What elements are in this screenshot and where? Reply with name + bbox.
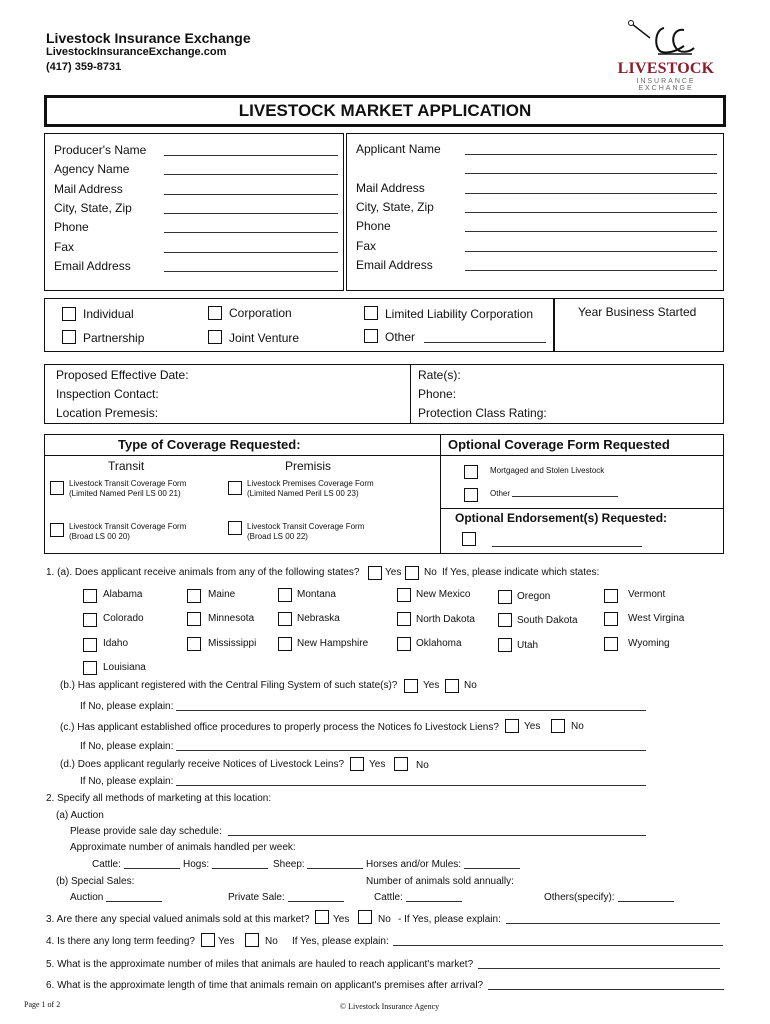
- producer-email-label: Email Address: [54, 259, 131, 273]
- optional-other-field[interactable]: [512, 496, 618, 497]
- q2-sheep-label: Sheep:: [273, 859, 305, 870]
- premises-limited-label: Livestock Premises Coverage Form: [247, 479, 374, 488]
- q2-hogs-label: Hogs:: [183, 859, 210, 870]
- premises-broad-checkbox[interactable]: [228, 521, 242, 535]
- state-montana-checkbox[interactable]: [278, 588, 292, 602]
- agency-name-label: Agency Name: [54, 162, 130, 176]
- state-new-mexico-checkbox[interactable]: [397, 588, 411, 602]
- mortgaged-label: Mortgaged and Stolen Livestock: [490, 466, 605, 475]
- q3-yes-checkbox[interactable]: [315, 910, 329, 924]
- llc-checkbox[interactable]: [364, 306, 378, 320]
- details-phone-label: Phone:: [418, 387, 457, 401]
- q1a-text: 1. (a). Does applicant receive animals from any of the following states?: [46, 567, 360, 578]
- endorsement-field[interactable]: [492, 546, 642, 547]
- applicant-mail-field[interactable]: [465, 193, 717, 194]
- individual-checkbox[interactable]: [62, 307, 76, 321]
- q1d-no-checkbox[interactable]: [394, 757, 408, 771]
- type-coverage-heading: Type of Coverage Requested:: [118, 437, 301, 452]
- q1c-explain-label: If No, please explain:: [80, 741, 174, 752]
- effective-date-label: Proposed Effective Date:: [56, 368, 189, 382]
- premises-broad-sub: (Broad LS 00 22): [247, 532, 308, 541]
- producer-city-field[interactable]: [164, 213, 338, 214]
- endorsement-heading: Optional Endorsement(s) Requested:: [455, 511, 668, 525]
- state-alabama-label: Alabama: [103, 589, 143, 600]
- state-north-dakota-label: North Dakota: [416, 614, 475, 625]
- state-utah-label: Utah: [517, 640, 539, 651]
- q3-if-yes: - If Yes, please explain:: [398, 914, 501, 925]
- state-mississippi-checkbox[interactable]: [187, 637, 201, 651]
- mortgaged-checkbox[interactable]: [464, 465, 478, 479]
- q2-cattle2-field[interactable]: [406, 901, 462, 902]
- producer-name-field[interactable]: [164, 155, 338, 156]
- logo-text: LIVESTOCK: [617, 60, 715, 77]
- state-oklahoma-checkbox[interactable]: [397, 637, 411, 651]
- state-louisiana-checkbox[interactable]: [83, 661, 97, 675]
- transit-broad-sub: (Broad LS 00 20): [69, 532, 130, 541]
- location-label: Location Premesis:: [56, 406, 159, 420]
- coverage-header-divider: [44, 455, 724, 456]
- protection-class-label: Protection Class Rating:: [418, 406, 547, 420]
- rates-label: Rate(s):: [418, 368, 461, 382]
- state-colorado-checkbox[interactable]: [83, 613, 97, 627]
- q2-sheep-field[interactable]: [307, 868, 363, 869]
- transit-heading: Transit: [108, 459, 145, 473]
- company-name: Livestock Insurance Exchange: [46, 30, 251, 46]
- q3-text: 3. Are there any special valued animals sold at this market?: [46, 914, 310, 925]
- transit-limited-sub: (Limited Named Peril LS 00 21): [69, 489, 181, 498]
- q2-special-heading: (b) Special Sales:: [56, 876, 135, 887]
- applicant-phone-field[interactable]: [465, 231, 717, 232]
- state-wyoming-label: Wyoming: [628, 638, 670, 649]
- state-wyoming-checkbox[interactable]: [604, 637, 618, 651]
- producer-mail-label: Mail Address: [54, 182, 123, 196]
- q2-schedule-label: Please provide sale day schedule:: [70, 826, 222, 837]
- state-minnesota-label: Minnesota: [208, 613, 255, 624]
- page-title: LIVESTOCK MARKET APPLICATION: [238, 101, 532, 120]
- transit-broad-checkbox[interactable]: [50, 523, 64, 537]
- q1a-yes-label: Yes: [385, 567, 402, 578]
- state-vermont-label: Vermont: [628, 589, 666, 600]
- applicant-phone-label: Phone: [356, 219, 391, 233]
- state-south-dakota-checkbox[interactable]: [498, 613, 512, 627]
- q2-approx-label: Approximate number of animals handled per week:: [70, 842, 296, 853]
- q2-auction-field[interactable]: [106, 901, 162, 902]
- q2-others-label: Others(specify):: [544, 892, 615, 903]
- state-maine-label: Maine: [208, 589, 236, 600]
- q1a-yes-checkbox[interactable]: [368, 566, 382, 580]
- q1b-yes-checkbox[interactable]: [404, 679, 418, 693]
- other-entity-checkbox[interactable]: [364, 329, 378, 343]
- state-idaho-label: Idaho: [103, 638, 129, 649]
- company-phone: (417) 359-8731: [46, 61, 122, 73]
- q2-auction-heading: (a) Auction: [56, 810, 104, 821]
- endorsement-checkbox[interactable]: [462, 532, 476, 546]
- q1c-no-checkbox[interactable]: [551, 719, 565, 733]
- q2-horses-field[interactable]: [464, 868, 520, 869]
- optional-other-checkbox[interactable]: [464, 488, 478, 502]
- q3-explain-field[interactable]: [506, 923, 720, 924]
- q2-auction-label: Auction: [70, 892, 104, 903]
- footer-agency: © Livestock Insurance Agency: [340, 1002, 440, 1011]
- q2-cattle-label: Cattle:: [92, 859, 121, 870]
- state-north-dakota-checkbox[interactable]: [397, 612, 411, 626]
- q2-others-field[interactable]: [618, 901, 674, 902]
- company-logo: [614, 20, 718, 90]
- q1c-explain-field[interactable]: [176, 750, 646, 751]
- q1a-no-label: No: [424, 567, 437, 578]
- producer-mail-field[interactable]: [164, 194, 338, 195]
- inspection-contact-label: Inspection Contact:: [56, 387, 159, 401]
- producer-fax-label: Fax: [54, 240, 75, 254]
- applicant-email-field[interactable]: [465, 270, 717, 271]
- state-alabama-checkbox[interactable]: [83, 589, 97, 603]
- state-oregon-label: Oregon: [517, 591, 551, 602]
- applicant-name-field[interactable]: [465, 154, 717, 155]
- q1b-explain-field[interactable]: [176, 710, 646, 711]
- state-new-hampshire-label: New Hampshire: [297, 638, 369, 649]
- q1c-text: (c.) Has applicant established office procedures to properly process the Notices fo Livestock Liens?: [60, 722, 499, 733]
- state-mississippi-label: Mississippi: [208, 638, 257, 649]
- q5-field[interactable]: [478, 968, 720, 969]
- q1c-yes-checkbox[interactable]: [505, 719, 519, 733]
- q6-text: 6. What is the approximate length of time that animals remain on applicant's premises after arrival?: [46, 980, 484, 991]
- applicant-name-label: Applicant Name: [356, 142, 441, 156]
- applicant-email-label: Email Address: [356, 258, 433, 272]
- q1b-no-checkbox[interactable]: [445, 679, 459, 693]
- q1d-explain-label: If No, please explain:: [80, 776, 174, 787]
- q2-hogs-field[interactable]: [212, 868, 268, 869]
- q3-no-checkbox[interactable]: [358, 910, 372, 924]
- applicant-city-field[interactable]: [465, 212, 717, 213]
- q1d-explain-field[interactable]: [176, 785, 646, 786]
- other-entity-field[interactable]: [424, 342, 546, 343]
- q2-schedule-field[interactable]: [228, 835, 646, 836]
- transit-limited-checkbox[interactable]: [50, 481, 64, 495]
- state-oklahoma-label: Oklahoma: [416, 638, 462, 649]
- coverage-vertical-divider: [440, 434, 441, 554]
- producer-phone-field[interactable]: [164, 232, 338, 233]
- applicant-city-label: City, State, Zip: [356, 200, 434, 214]
- q3-no-label: No: [378, 914, 391, 925]
- q1a-no-checkbox[interactable]: [405, 566, 419, 580]
- premisis-heading: Premisis: [285, 459, 332, 473]
- q5-text: 5. What is the approximate number of miles that animals are hauled to reach applicant's market?: [46, 959, 474, 970]
- premises-limited-sub: (Limited Named Peril LS 00 23): [247, 489, 359, 498]
- state-nebraska-label: Nebraska: [297, 613, 340, 624]
- details-divider: [410, 364, 411, 424]
- q1b-text: (b.) Has applicant registered with the Central Filing System of such state(s)?: [60, 680, 398, 691]
- state-oregon-checkbox[interactable]: [498, 590, 512, 604]
- endorsement-divider: [440, 508, 724, 509]
- q4-no-label: No: [265, 936, 278, 947]
- state-utah-checkbox[interactable]: [498, 638, 512, 652]
- state-west-virgina-label: West Virgina: [628, 613, 685, 624]
- applicant-mail-label: Mail Address: [356, 181, 425, 195]
- partnership-label: Partnership: [83, 331, 145, 345]
- q2-horses-label: Horses and/or Mules:: [366, 859, 462, 870]
- other-entity-label: Other: [385, 330, 416, 344]
- state-maine-checkbox[interactable]: [187, 589, 201, 603]
- premises-broad-label: Livestock Transit Coverage Form: [247, 522, 365, 531]
- joint-venture-label: Joint Venture: [229, 331, 300, 345]
- state-new-mexico-label: New Mexico: [416, 589, 471, 600]
- q2-num-sold-label: Number of animals sold annually:: [366, 876, 514, 887]
- optional-other-label: Other: [490, 489, 511, 498]
- q4-text: 4. Is there any long term feeding?: [46, 936, 195, 947]
- state-louisiana-label: Louisiana: [103, 662, 146, 673]
- applicant-fax-label: Fax: [356, 239, 377, 253]
- producer-email-field[interactable]: [164, 271, 338, 272]
- logo-subtext: INSURANCE EXCHANGE: [636, 78, 696, 92]
- q4-yes-label: Yes: [218, 936, 235, 947]
- q2-cattle-field[interactable]: [124, 868, 180, 869]
- state-south-dakota-label: South Dakota: [517, 615, 578, 626]
- page-number: Page 1 of 2: [24, 1000, 61, 1009]
- state-minnesota-checkbox[interactable]: [187, 612, 201, 626]
- state-idaho-checkbox[interactable]: [83, 638, 97, 652]
- state-vermont-checkbox[interactable]: [604, 589, 618, 603]
- applicant-fax-field[interactable]: [465, 251, 717, 252]
- q4-if-yes: If Yes, please explain:: [292, 936, 389, 947]
- q1c-yes-label: Yes: [524, 721, 541, 732]
- q2-heading: 2. Specify all methods of marketing at this location:: [46, 793, 272, 804]
- q2-private-field[interactable]: [288, 901, 344, 902]
- state-west-virgina-checkbox[interactable]: [604, 612, 618, 626]
- q1a-if-yes: If Yes, please indicate which states:: [442, 567, 600, 578]
- corporation-label: Corporation: [229, 306, 292, 320]
- q4-yes-checkbox[interactable]: [201, 933, 215, 947]
- q4-explain-field[interactable]: [393, 945, 723, 946]
- company-website: LivestockInsuranceExchange.com: [46, 46, 227, 58]
- q1d-no-label: No: [416, 760, 429, 771]
- state-colorado-label: Colorado: [103, 613, 144, 624]
- state-montana-label: Montana: [297, 589, 336, 600]
- producer-city-label: City, State, Zip: [54, 201, 132, 215]
- q1d-yes-label: Yes: [369, 759, 386, 770]
- q1d-text: (d.) Does applicant regularly receive Notices of Livestock Leins?: [60, 759, 345, 770]
- transit-broad-label: Livestock Transit Coverage Form: [69, 522, 187, 531]
- title-box: [44, 95, 726, 127]
- year-started-label: Year Business Started: [578, 305, 697, 319]
- q3-yes-label: Yes: [333, 914, 350, 925]
- q1b-explain-label: If No, please explain:: [80, 701, 174, 712]
- q2-private-label: Private Sale:: [228, 892, 285, 903]
- state-new-hampshire-checkbox[interactable]: [278, 637, 292, 651]
- q1c-no-label: No: [571, 721, 584, 732]
- q1b-yes-label: Yes: [423, 680, 440, 691]
- llc-label: Limited Liability Corporation: [385, 307, 534, 321]
- q1d-yes-checkbox[interactable]: [350, 757, 364, 771]
- optional-coverage-heading: Optional Coverage Form Requested: [448, 437, 670, 452]
- q6-field[interactable]: [488, 989, 724, 990]
- joint-venture-checkbox[interactable]: [208, 330, 222, 344]
- q4-no-checkbox[interactable]: [245, 933, 259, 947]
- agency-name-field[interactable]: [164, 174, 338, 175]
- q2-cattle2-label: Cattle:: [374, 892, 403, 903]
- producer-fax-field[interactable]: [164, 252, 338, 253]
- transit-limited-label: Livestock Transit Coverage Form: [69, 479, 187, 488]
- premises-limited-checkbox[interactable]: [228, 481, 242, 495]
- producer-phone-label: Phone: [54, 220, 89, 234]
- individual-label: Individual: [83, 307, 134, 321]
- producer-name-label: Producer's Name: [54, 143, 147, 157]
- state-nebraska-checkbox[interactable]: [278, 612, 292, 626]
- partnership-checkbox[interactable]: [62, 330, 76, 344]
- logo-monogram-icon: [614, 20, 718, 62]
- corporation-checkbox[interactable]: [208, 306, 222, 320]
- q1b-no-label: No: [464, 680, 477, 691]
- applicant-name-field-2[interactable]: [465, 173, 717, 174]
